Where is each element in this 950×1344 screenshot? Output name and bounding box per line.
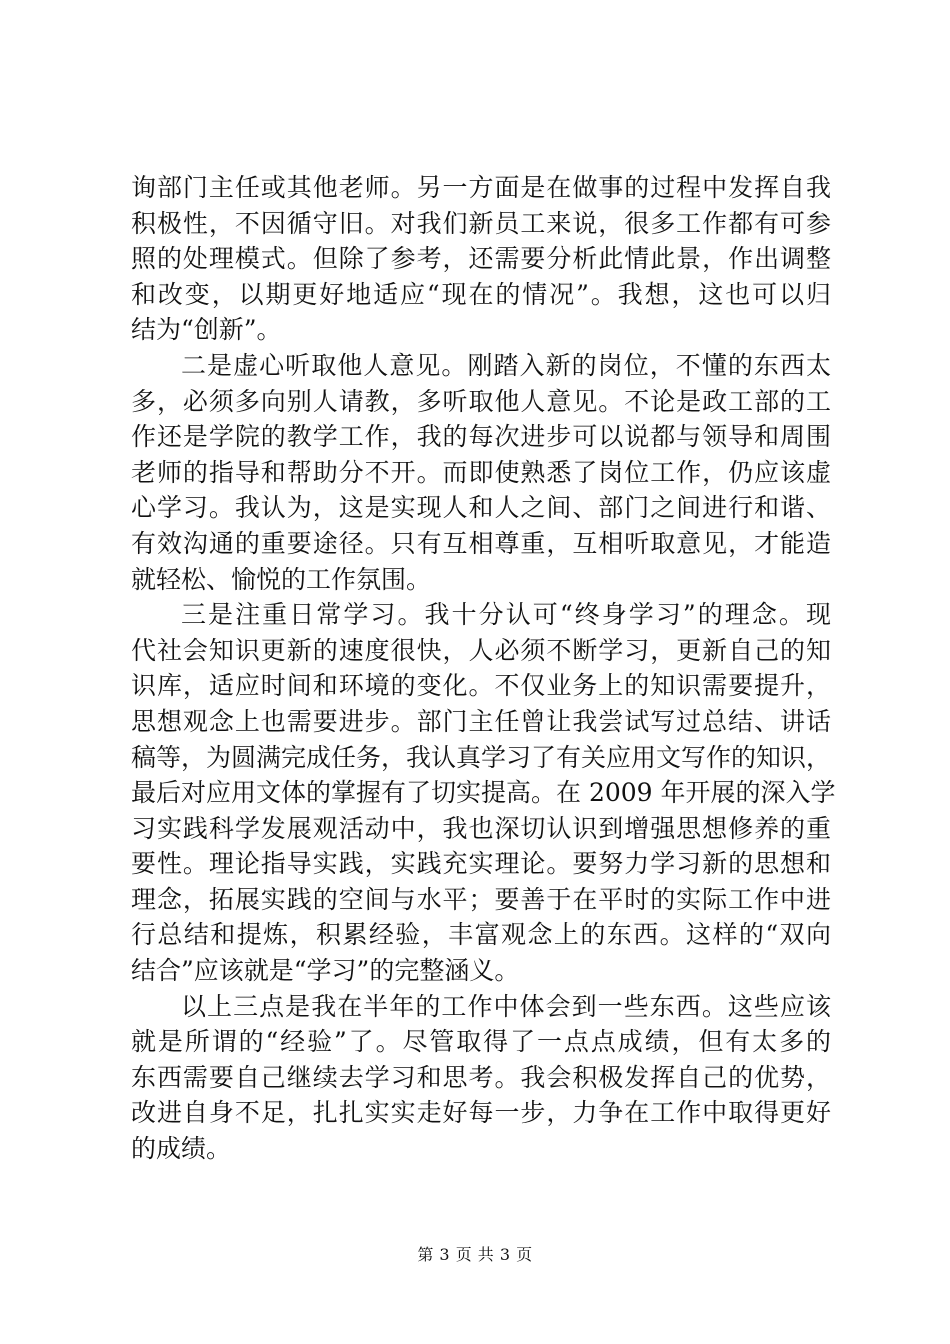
text-line: 二是虚心听取他人意见。刚踏入新的岗位，不懂的东西太: [181, 350, 831, 380]
document-body: [131, 170, 836, 1167]
text-line: 多，必须多向别人请教，多听取他人意见。不论是政工部的工: [131, 386, 831, 416]
text-line: 结为“创新”。: [131, 315, 282, 345]
text-line: 询部门主任或其他老师。另一方面是在做事的过程中发挥自我: [131, 173, 831, 202]
text-line: 老师的指导和帮助分不开。而即使熟悉了岗位工作，仍应该虚: [131, 457, 831, 487]
text-line: 照的处理模式。但除了参考，还需要分析此情此景，作出调整: [131, 244, 831, 274]
text-line: 东西需要自己继续去学习和思考。我会积极发挥自己的优势，: [131, 1062, 831, 1092]
text-line: 改进自身不足，扎扎实实走好每一步，力争在工作中取得更好: [131, 1098, 831, 1128]
text-line: 最后对应用文体的掌握有了切实提高。在 2009 年开展的深入学: [131, 778, 836, 808]
page-footer: 第 3 页 共 3 页: [417, 1245, 533, 1264]
text-line: 积极性，不因循守旧。对我们新员工来说，很多工作都有可参: [131, 208, 831, 238]
text-line: 识库，适应时间和环境的变化。不仅业务上的知识需要提升，: [131, 671, 831, 701]
text-line: 作还是学院的教学工作，我的每次进步可以说都与领导和周围: [131, 422, 831, 452]
text-line: 习实践科学发展观活动中，我也深切认识到增强思想修养的重: [131, 813, 831, 843]
text-line: 三是注重日常学习。我十分认可“终身学习”的理念。现: [181, 600, 831, 630]
text-line: 稿等，为圆满完成任务，我认真学习了有关应用文写作的知识，: [131, 742, 832, 772]
text-line: 理念，拓展实践的空间与水平；要善于在平时的实际工作中进: [131, 884, 831, 914]
text-line: 以上三点是我在半年的工作中体会到一些东西。这些应该: [181, 991, 831, 1021]
text-line: 和改变，以期更好地适应“现在的情况”。我想，这也可以归: [131, 279, 831, 309]
text-line: 行总结和提炼，积累经验，丰富观念上的东西。这样的“双向: [131, 920, 831, 950]
text-line: 思想观念上也需要进步。部门主任曾让我尝试写过总结、讲话: [131, 706, 831, 736]
text-line: 有效沟通的重要途径。只有互相尊重，互相听取意见，才能造: [131, 528, 831, 558]
text-line: 就轻松、愉悦的工作氛围。: [131, 564, 432, 594]
text-line: 的成绩。: [131, 1134, 232, 1164]
text-line: 结合”应该就是“学习”的完整涵义。: [131, 956, 520, 986]
text-line: 代社会知识更新的速度很快，人必须不断学习，更新自己的知: [131, 635, 831, 665]
text-line: 要性。理论指导实践，实践充实理论。要努力学习新的思想和: [131, 849, 831, 879]
text-line: 心学习。我认为，这是实现人和人之间、部门之间进行和谐、: [131, 493, 831, 523]
text-line: 就是所谓的“经验”了。尽管取得了一点点成绩，但有太多的: [131, 1027, 831, 1057]
